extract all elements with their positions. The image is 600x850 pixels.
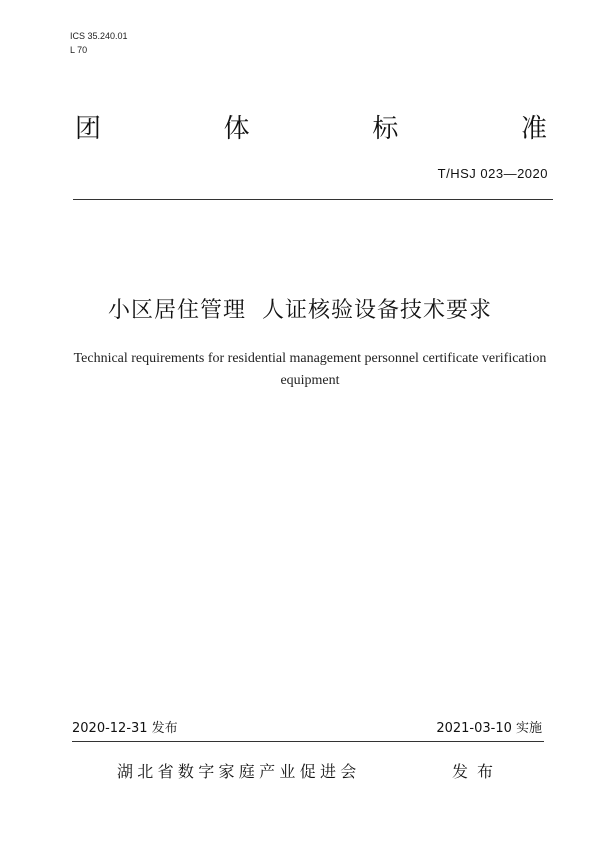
publisher-row (117, 759, 503, 782)
chinese-title: 小区居住管理 人证核验设备技术要求 (108, 298, 492, 323)
implementation-date: 2021-03-10 实施 (436, 721, 542, 736)
ics-code: ICS 35.240.01 (70, 31, 128, 41)
standard-type-char: 团 (75, 114, 102, 144)
publisher-name: 湖北省数字家庭产业促进会 (117, 762, 361, 781)
publish-label: 发布 (452, 762, 503, 781)
standard-code: T/HSJ 023—2020 (437, 166, 548, 181)
issue-date: 2020-12-31 发布 (72, 721, 178, 736)
english-title: Technical requirements for residential management personnel certificate verification equipment (73, 351, 547, 388)
standard-type-char: 体 (223, 114, 250, 144)
standard-type-char: 准 (520, 114, 547, 144)
standard-type-heading (75, 113, 547, 145)
standard-type-char: 标 (372, 114, 399, 144)
top-divider (73, 199, 553, 200)
bottom-divider (72, 741, 544, 742)
classification-code: L 70 (70, 45, 88, 55)
